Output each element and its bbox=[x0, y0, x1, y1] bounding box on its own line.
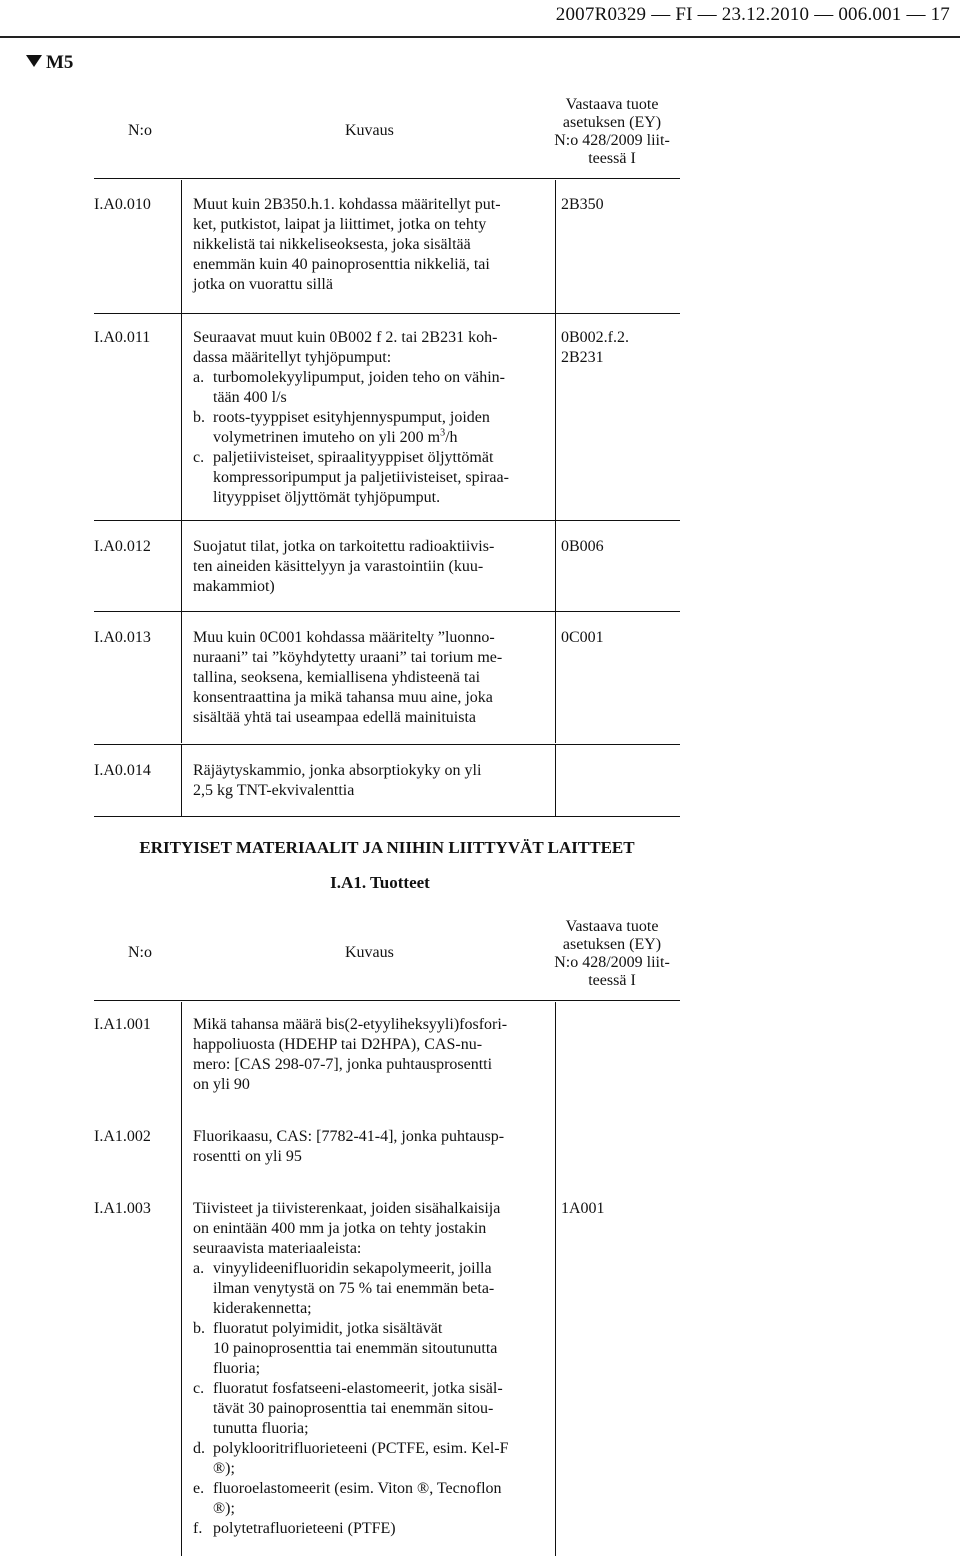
list-item-label: f. bbox=[193, 1520, 203, 1537]
row-description bbox=[193, 628, 543, 728]
amendment-label: M5 bbox=[46, 52, 74, 73]
description-line: ten aineiden käsittelyyn ja varastointiin (kuu- bbox=[193, 558, 484, 575]
running-header-text: 2007R0329 — FI — 23.12.2010 — 006.001 — 17 bbox=[555, 4, 950, 25]
row-reference bbox=[561, 195, 604, 215]
column-separator bbox=[555, 745, 556, 816]
column-separator bbox=[555, 521, 556, 611]
row-number: I.A0.014 bbox=[94, 762, 151, 779]
row-description bbox=[193, 328, 543, 508]
list-item bbox=[193, 1439, 543, 1479]
list-item-text bbox=[213, 1319, 543, 1379]
row-reference bbox=[561, 328, 629, 368]
list-item bbox=[193, 1259, 543, 1319]
list-item-label: b. bbox=[193, 409, 205, 426]
header-vastaava-line: N:o 428/2009 liit- bbox=[554, 132, 670, 149]
header-vastaava-line: teessä I bbox=[588, 150, 636, 167]
description-line: enemmän kuin 40 painoprosenttia nikkeliä, tai bbox=[193, 256, 490, 273]
description-line: volymetrinen imuteho on yli 200 $m^3/h$ bbox=[213, 427, 458, 446]
header-vastaava-line: teessä I bbox=[588, 972, 636, 989]
column-separator bbox=[181, 521, 182, 611]
row-description bbox=[193, 537, 543, 597]
reference-line: 1A001 bbox=[561, 1200, 605, 1217]
reference-line: 2B350 bbox=[561, 196, 604, 213]
description-line: kompressoripumput ja paljetiivisteiset, spiraa- bbox=[213, 469, 509, 486]
row-number: I.A1.002 bbox=[94, 1128, 151, 1145]
header-vastaava-line: Vastaava tuote bbox=[565, 918, 659, 935]
row-rule bbox=[94, 816, 680, 817]
suffix: /h bbox=[445, 429, 458, 446]
list-item bbox=[193, 1519, 543, 1539]
header-vastaava bbox=[552, 918, 672, 990]
row-description bbox=[193, 195, 543, 295]
description-line: tävät 30 painoprosenttia tai enemmän sitou- bbox=[213, 1400, 494, 1417]
description-line: kiderakennetta; bbox=[213, 1300, 312, 1317]
description-line: Fluorikaasu, CAS: [7782-41-4], jonka puhtausp- bbox=[193, 1128, 505, 1145]
header-vastaava-line: N:o 428/2009 liit- bbox=[554, 954, 670, 971]
description-line: 10 painoprosenttia tai enemmän sitoutunutta bbox=[213, 1340, 498, 1357]
description-line: Muut kuin 2B350.h.1. kohdassa määritellyt put- bbox=[193, 196, 501, 213]
list-item bbox=[193, 368, 543, 408]
list-item-text bbox=[213, 1479, 543, 1519]
description-line: fluoratut fosfatseeni-elastomeerit, jotka sisäl- bbox=[213, 1380, 503, 1397]
description-line: jotka on vuorattu sillä bbox=[193, 276, 333, 293]
description-line: nuraani” tai ”köyhdytetty uraani” tai torium me- bbox=[193, 649, 503, 666]
list-item-text bbox=[213, 1519, 543, 1539]
row-number: I.A0.013 bbox=[94, 629, 151, 646]
description-line: Seuraavat muut kuin 0B002 f 2. tai 2B231 koh- bbox=[193, 329, 498, 346]
row-number: I.A1.001 bbox=[94, 1016, 151, 1033]
list-item-label: c. bbox=[193, 449, 205, 466]
description-line: nikkelistä tai nikkeliseoksesta, joka sisältää bbox=[193, 236, 471, 253]
description-line: turbomolekyylipumput, joiden teho on vähin- bbox=[213, 369, 505, 386]
list-item bbox=[193, 408, 543, 448]
list-item-label: c. bbox=[193, 1380, 205, 1397]
column-separator bbox=[555, 1106, 556, 1170]
description-line: happoliuosta (HDEHP tai D2HPA), CAS-nu- bbox=[193, 1036, 483, 1053]
column-separator bbox=[181, 314, 182, 520]
row-description bbox=[193, 1015, 543, 1095]
description-line: konsentraattina ja mikä tahansa muu aine, joka bbox=[193, 689, 493, 706]
description-line: ket, putkistot, laipat ja liittimet, jotka on tehty bbox=[193, 216, 487, 233]
description-line: polytetrafluorieteeni (PTFE) bbox=[213, 1520, 396, 1537]
row-number: I.A0.011 bbox=[94, 329, 151, 346]
list-item bbox=[193, 1479, 543, 1519]
description-line: seuraavista materiaaleista: bbox=[193, 1240, 362, 1257]
header-kuvaus: Kuvaus bbox=[345, 122, 394, 139]
description-line: ilman venytystä on 75 % tai enemmän beta- bbox=[213, 1280, 495, 1297]
list-item-text bbox=[213, 408, 543, 448]
list-item-text bbox=[213, 1379, 543, 1439]
description-line: on yli 90 bbox=[193, 1076, 250, 1093]
description-line: fluoroelastomeerit (esim. Viton ®, Tecnoflon bbox=[213, 1480, 502, 1497]
description-line: rosentti on yli 95 bbox=[193, 1148, 302, 1165]
description-line: roots-tyyppiset esityhjennyspumput, joiden bbox=[213, 409, 490, 426]
description-line: ®); bbox=[213, 1500, 235, 1517]
list-item-label: e. bbox=[193, 1480, 205, 1497]
header-no: N:o bbox=[128, 944, 152, 961]
subsection-title: I.A1. Tuotteet bbox=[330, 873, 430, 892]
description-line: polyklooritrifluorieteeni (PCTFE, esim. Kel-F bbox=[213, 1440, 509, 1457]
description-line: paljetiivisteiset, spiraalityyppiset öljyttömät bbox=[213, 449, 494, 466]
column-separator bbox=[555, 1002, 556, 1106]
row-number: I.A0.010 bbox=[94, 196, 151, 213]
description-line: Suojatut tilat, jotka on tarkoitettu radioaktiivis- bbox=[193, 538, 495, 555]
description-line: tään 400 l/s bbox=[213, 389, 287, 406]
column-separator bbox=[555, 612, 556, 743]
reference-line: 0B002.f.2. bbox=[561, 329, 629, 346]
row-description bbox=[193, 761, 543, 801]
column-separator bbox=[181, 1170, 182, 1556]
list-item-text bbox=[213, 448, 543, 508]
description-line: on enintään 400 mm ja jotka on tehty jostakin bbox=[193, 1220, 487, 1237]
description-line: sisältää yhtä tai useampaa edellä mainituista bbox=[193, 709, 477, 726]
table-header-2 bbox=[94, 916, 680, 996]
row-reference bbox=[561, 628, 604, 648]
description-line: makammiot) bbox=[193, 578, 275, 595]
list-item bbox=[193, 1379, 543, 1439]
description-line: tallina, seoksena, kemiallisena yhdisteenä tai bbox=[193, 669, 481, 686]
header-vastaava-line: asetuksen (EY) bbox=[562, 114, 662, 131]
running-header bbox=[0, 0, 960, 38]
column-separator bbox=[555, 1170, 556, 1556]
reference-line: 2B231 bbox=[561, 349, 604, 366]
header-rule bbox=[94, 1000, 680, 1001]
header-vastaava-line: Vastaava tuote bbox=[565, 96, 659, 113]
description-line: mero: [CAS 298-07-7], jonka puhtausprosentti bbox=[193, 1056, 493, 1073]
description-line: ®); bbox=[213, 1460, 235, 1477]
list-item bbox=[193, 1319, 543, 1379]
description-line: fluoratut polyimidit, jotka sisältävät bbox=[213, 1320, 443, 1337]
row-description bbox=[193, 1127, 543, 1167]
column-separator bbox=[181, 180, 182, 313]
description-line: dassa määritellyt tyhjöpumput: bbox=[193, 349, 392, 366]
reference-line: 0B006 bbox=[561, 538, 604, 555]
row-number: I.A0.012 bbox=[94, 538, 151, 555]
table-header bbox=[94, 94, 680, 174]
list-item-label: d. bbox=[193, 1440, 205, 1457]
column-separator bbox=[181, 1106, 182, 1170]
description-line: 2,5 kg TNT-ekvivalenttia bbox=[193, 782, 355, 799]
column-separator bbox=[555, 180, 556, 313]
description-line: Muu kuin 0C001 kohdassa määritelty ”luonno- bbox=[193, 629, 495, 646]
description-line: tunutta fluoria; bbox=[213, 1420, 309, 1437]
list-item bbox=[193, 448, 543, 508]
list-item-text bbox=[213, 1259, 543, 1319]
description-line: vinyylideenifluoridin sekapolymeerit, joilla bbox=[213, 1260, 492, 1277]
column-separator bbox=[555, 314, 556, 520]
column-separator bbox=[181, 745, 182, 816]
row-description bbox=[193, 1199, 543, 1539]
header-no: N:o bbox=[128, 122, 152, 139]
triangle-down-icon bbox=[26, 55, 42, 67]
list-item-label: a. bbox=[193, 1260, 205, 1277]
header-rule bbox=[94, 178, 680, 179]
column-separator bbox=[181, 612, 182, 743]
list-item-text bbox=[213, 1439, 543, 1479]
superscript: 3 bbox=[440, 427, 446, 439]
column-separator bbox=[181, 1002, 182, 1106]
row-reference bbox=[561, 1199, 605, 1219]
description-line: fluoria; bbox=[213, 1360, 261, 1377]
header-vastaava-line: asetuksen (EY) bbox=[562, 936, 662, 953]
description-line: lityyppiset öljyttömät tyhjöpumput. bbox=[213, 489, 441, 506]
amendment-marker bbox=[26, 52, 73, 74]
list-item-label: a. bbox=[193, 369, 205, 386]
reference-line: 0C001 bbox=[561, 629, 604, 646]
header-vastaava bbox=[552, 96, 672, 168]
description-line: Räjäytyskammio, jonka absorptiokyky on yli bbox=[193, 762, 482, 779]
description-line: Mikä tahansa määrä bis(2-etyyliheksyyli)fosfori- bbox=[193, 1016, 508, 1033]
list-item-text bbox=[213, 368, 543, 408]
list-item-label: b. bbox=[193, 1320, 205, 1337]
header-kuvaus: Kuvaus bbox=[345, 944, 394, 961]
row-reference bbox=[561, 537, 604, 557]
section-title: ERITYISET MATERIAALIT JA NIIHIN LIITTYVÄT LAITTEET bbox=[139, 838, 635, 857]
description-line: Tiivisteet ja tiivisterenkaat, joiden sisähalkaisija bbox=[193, 1200, 501, 1217]
row-number: I.A1.003 bbox=[94, 1200, 151, 1217]
